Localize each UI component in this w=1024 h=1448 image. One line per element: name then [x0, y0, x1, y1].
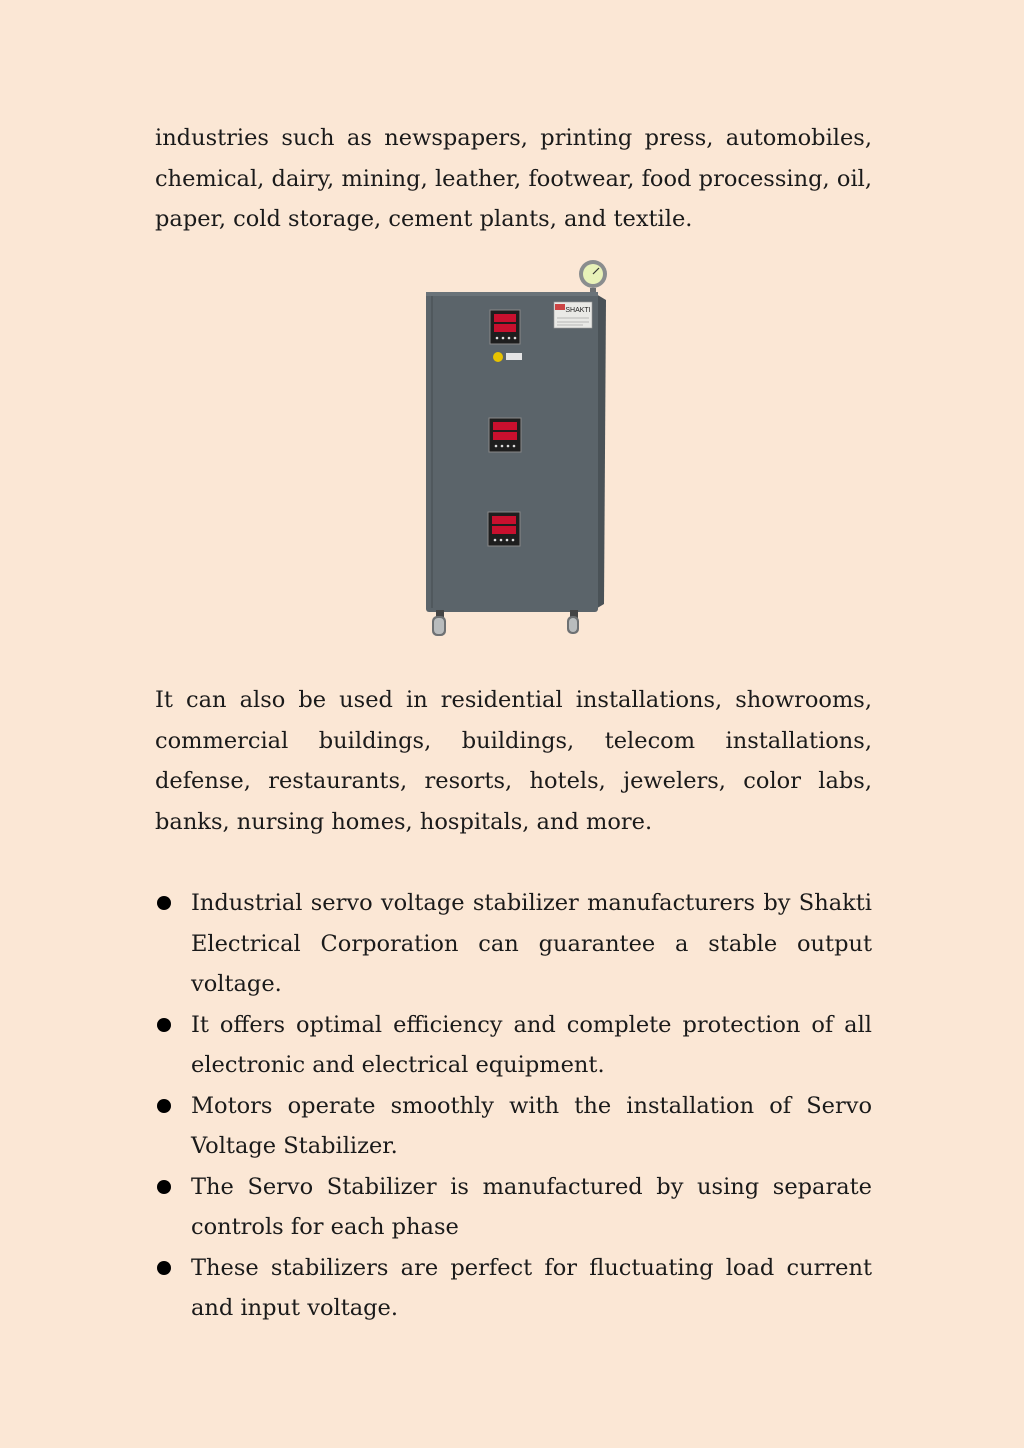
feature-list — [155, 883, 872, 1329]
list-item — [155, 1005, 872, 1086]
bullet-icon — [157, 896, 171, 910]
brand-label-plate — [554, 302, 592, 328]
bullet-icon — [157, 1018, 171, 1032]
list-item — [155, 1167, 872, 1248]
digital-meter-3 — [488, 512, 520, 546]
indicator-lamp-icon — [493, 352, 503, 362]
servo-stabilizer-illustration — [418, 258, 614, 640]
list-item-text: Motors operate smoothly with the installation of Servo Voltage Stabilizer. — [191, 1092, 872, 1159]
small-label-plate — [506, 353, 522, 360]
analog-meter-icon — [579, 260, 607, 296]
digital-meter-1 — [490, 310, 520, 344]
bullet-icon — [157, 1180, 171, 1194]
list-item — [155, 1086, 872, 1167]
stabilizer-product-image — [418, 258, 614, 640]
bullet-icon — [157, 1099, 171, 1113]
list-item-text: It offers optimal efficiency and complete protection of all electronic and electrical equipment. — [191, 1011, 872, 1078]
intro-paragraph: industries such as newspapers, printing press, automobiles, chemical, dairy, mining, leather, footwear, food processing, oil, paper, cold storage, cement plants, and textile. — [155, 125, 872, 232]
usage-paragraph: It can also be used in residential installations, showrooms, commercial buildings, buildings, telecom installations, defense, restaurants, resorts, hotels, jewelers, color labs, banks, nursing homes, hospitals, and more. — [155, 687, 872, 835]
caster-wheels — [432, 610, 579, 636]
list-item — [155, 1248, 872, 1329]
bullet-icon — [157, 1261, 171, 1275]
list-item-text: Industrial servo voltage stabilizer manufacturers by Shakti Electrical Corporation can guarantee a stable output voltage. — [191, 890, 872, 997]
digital-meter-2 — [489, 418, 521, 452]
list-item — [155, 883, 872, 1005]
list-item-text: The Servo Stabilizer is manufactured by using separate controls for each phase — [191, 1173, 872, 1240]
list-item-text: These stabilizers are perfect for fluctuating load current and input voltage. — [191, 1254, 872, 1321]
brand-label: SHAKTI — [565, 307, 591, 314]
